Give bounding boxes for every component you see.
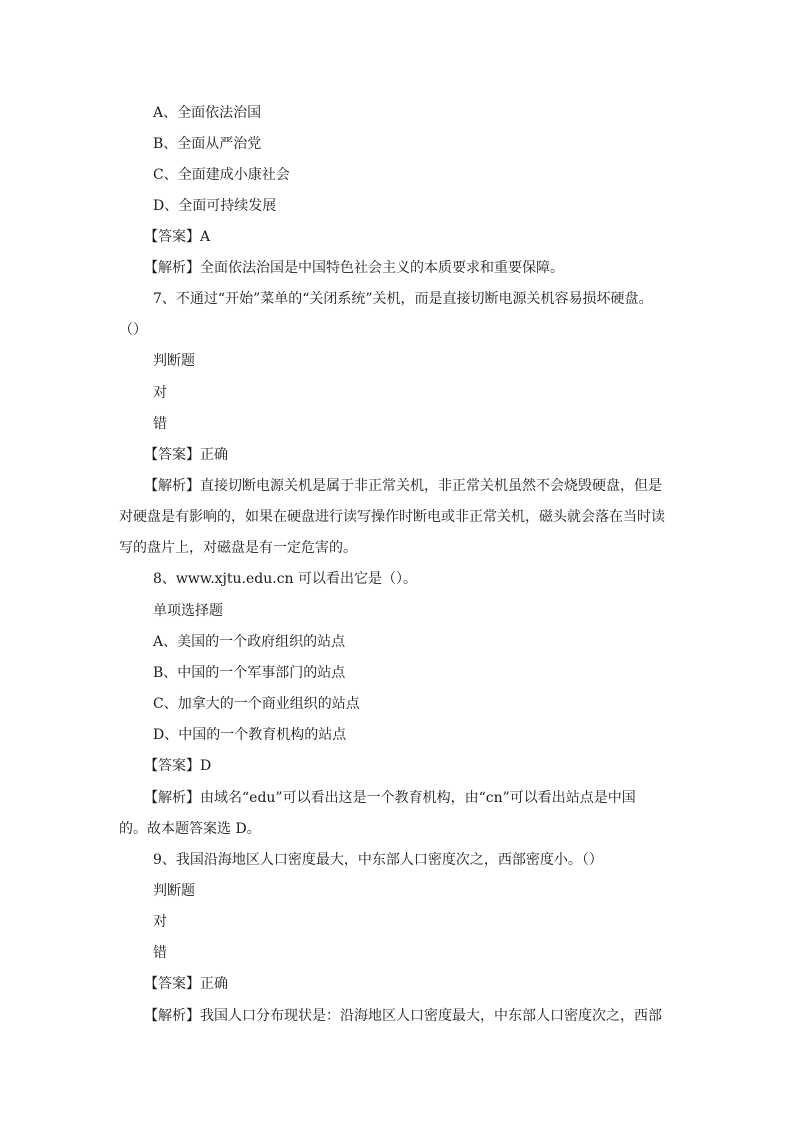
q7-analysis-line2: 对硬盘是有影响的，如果在硬盘进行读写操作时断电或非正常关机，磁头就会落在当时读 — [119, 509, 665, 525]
q9-type: 判断题 — [153, 883, 195, 899]
q7-answer: 【答案】正确 — [144, 447, 228, 463]
q7-question-line2: （） — [119, 322, 147, 338]
q7-option-false: 错 — [153, 416, 167, 432]
q8-option-a: A、美国的一个政府组织的站点 — [153, 634, 346, 650]
q6-analysis: 【解析】全面依法治国是中国特色社会主义的本质要求和重要保障。 — [144, 260, 564, 276]
q6-option-a: A、全面依法治国 — [153, 105, 262, 121]
q9-option-true: 对 — [153, 914, 167, 930]
q7-option-true: 对 — [153, 385, 167, 401]
q7-analysis-line3: 写的盘片上，对磁盘是有一定危害的。 — [119, 540, 357, 556]
q7-analysis-line1: 【解析】直接切断电源关机是属于非正常关机，非正常关机虽然不会烧毁硬盘，但是 — [144, 478, 662, 494]
q9-analysis-line1: 【解析】我国人口分布现状是：沿海地区人口密度最大，中东部人口密度次之，西部 — [144, 1008, 662, 1024]
q8-option-b: B、中国的一个军事部门的站点 — [153, 665, 346, 681]
q8-option-d: D、中国的一个教育机构的站点 — [153, 727, 347, 743]
q6-option-c: C、全面建成小康社会 — [153, 167, 290, 183]
q9-answer: 【答案】正确 — [144, 976, 228, 992]
q8-answer: 【答案】D — [144, 758, 212, 774]
q9-question: 9、我国沿海地区人口密度最大，中东部人口密度次之，西部密度小。（） — [153, 852, 603, 868]
q8-option-c: C、加拿大的一个商业组织的站点 — [153, 696, 360, 712]
q6-option-d: D、全面可持续发展 — [153, 198, 277, 214]
q7-type: 判断题 — [153, 353, 195, 369]
q7-question-line1: 7、不通过“开始”菜单的“关闭系统”关机，而是直接切断电源关机容易损坏硬盘。 — [153, 291, 653, 307]
q9-option-false: 错 — [153, 945, 167, 961]
q8-analysis-line1: 【解析】由域名“edu”可以看出这是一个教育机构，由“cn”可以看出站点是中国 — [144, 790, 636, 806]
q8-analysis-line2: 的。故本题答案选 D。 — [119, 821, 261, 837]
q6-answer: 【答案】A — [144, 229, 211, 245]
q8-type: 单项选择题 — [153, 603, 223, 619]
q8-question: 8、www.xjtu.edu.cn 可以看出它是（）。 — [153, 571, 417, 587]
q6-option-b: B、全面从严治党 — [153, 136, 262, 152]
